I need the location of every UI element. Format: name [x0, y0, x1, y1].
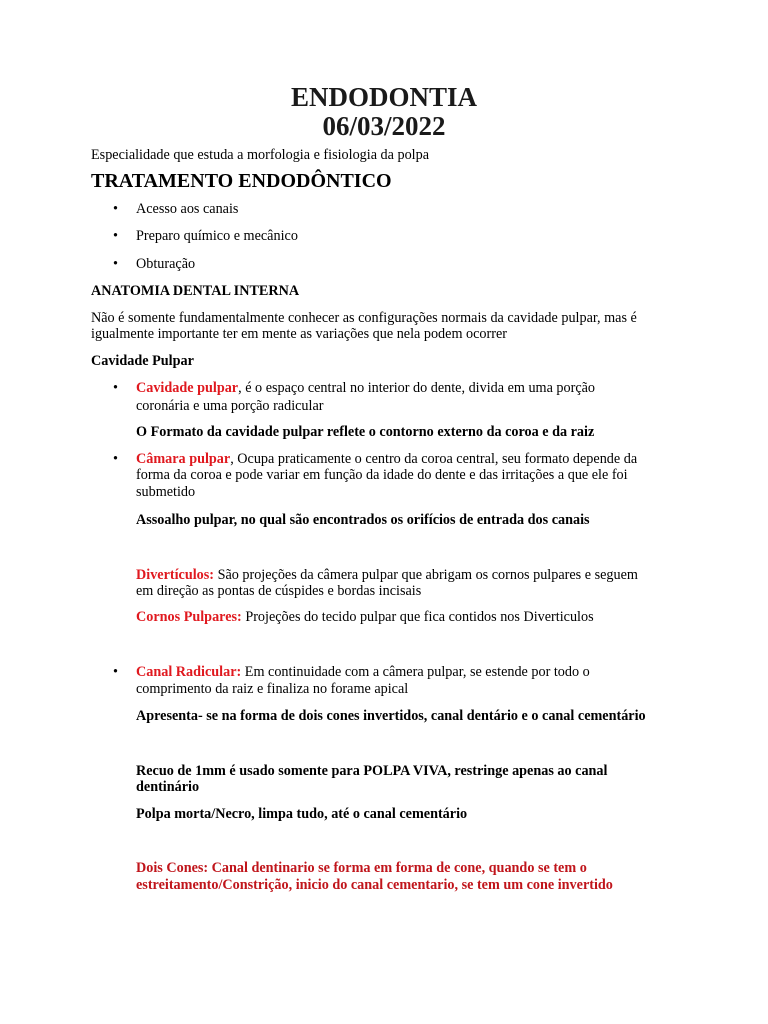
section-heading-cavidade: Cavidade Pulpar — [91, 353, 194, 369]
definition-text: Em continuidade com a câmera pulpar, se estende por todo o — [241, 664, 590, 680]
term-canal-radicular: Canal Radicular: — [136, 664, 242, 680]
definition-text: , é o espaço central no interior do dente, divida em uma porção — [238, 380, 596, 396]
section-heading-tratamento: TRATAMENTO ENDODÔNTICO — [91, 170, 392, 192]
camara-definition — [136, 451, 637, 468]
anatomy-text-line: igualmente importante ter em mente as variações que nela podem ocorrer — [91, 326, 507, 342]
dois-cones-note-line: Dois Cones: Canal dentinario se forma em forma de cone, quando se tem o — [136, 860, 587, 876]
diverticulos-definition — [136, 567, 638, 584]
term-diverticulos: Divertículos: — [136, 567, 215, 583]
bullet-icon: • — [113, 228, 118, 244]
dois-cones-note-line: estreitamento/Constrição, inicio do canal cementario, se tem um cone invertido — [136, 877, 613, 893]
definition-text-line: coronária e uma porção radicular — [136, 398, 324, 414]
bullet-icon: • — [113, 451, 118, 467]
cornos-definition — [136, 609, 594, 626]
bullet-icon: • — [113, 256, 118, 272]
document-title: ENDODONTIA — [290, 82, 478, 112]
cavidade-note: O Formato da cavidade pulpar reflete o contorno externo da coroa e da raiz — [136, 424, 595, 440]
definition-text-line: em direção as pontas de cúspides e bordas incisais — [136, 583, 422, 599]
list-item: Acesso aos canais — [136, 201, 239, 217]
definition-text: , Ocupa praticamente o centro da coroa central, seu formato depende da — [230, 451, 638, 467]
document-date: 06/03/2022 — [322, 111, 446, 141]
canal-note: Apresenta- se na forma de dois cones invertidos, canal dentário e o canal cementário — [136, 708, 646, 724]
list-item: Preparo químico e mecânico — [136, 228, 298, 244]
definition-text: São projeções da câmera pulpar que abrigam os cornos pulpares e seguem — [214, 567, 638, 583]
term-cornos-pulpares: Cornos Pulpares: — [136, 609, 242, 625]
bullet-icon: • — [113, 664, 118, 680]
recuo-note-line: dentinário — [136, 779, 200, 795]
recuo-note-line: Recuo de 1mm é usado somente para POLPA VIVA, restringe apenas ao canal — [136, 763, 608, 779]
list-item: Obturação — [136, 256, 196, 272]
definition-text-line: forma da coroa e pode variar em função da idade do dente e das irritações a que ele foi — [136, 467, 628, 483]
bullet-icon: • — [113, 380, 118, 396]
definition-text-line: submetido — [136, 484, 196, 500]
camara-note: Assoalho pulpar, no qual são encontrados os orifícios de entrada dos canais — [136, 512, 590, 528]
intro-text: Especialidade que estuda a morfologia e fisiologia da polpa — [91, 147, 430, 163]
definition-text: Projeções do tecido pulpar que fica contidos nos Diverticulos — [241, 609, 594, 625]
term-camara-pulpar: Câmara pulpar — [136, 451, 231, 467]
section-heading-anatomia: ANATOMIA DENTAL INTERNA — [91, 283, 300, 299]
cavidade-definition — [136, 380, 595, 397]
bullet-icon: • — [113, 201, 118, 217]
polpa-morta-note: Polpa morta/Necro, limpa tudo, até o canal cementário — [136, 806, 468, 822]
canal-definition — [136, 664, 590, 681]
term-cavidade-pulpar: Cavidade pulpar — [136, 380, 239, 396]
definition-text-line: comprimento da raiz e finaliza no forame apical — [136, 681, 409, 697]
anatomy-text-line: Não é somente fundamentalmente conhecer as configurações normais da cavidade pulpar, mas é — [91, 310, 637, 326]
